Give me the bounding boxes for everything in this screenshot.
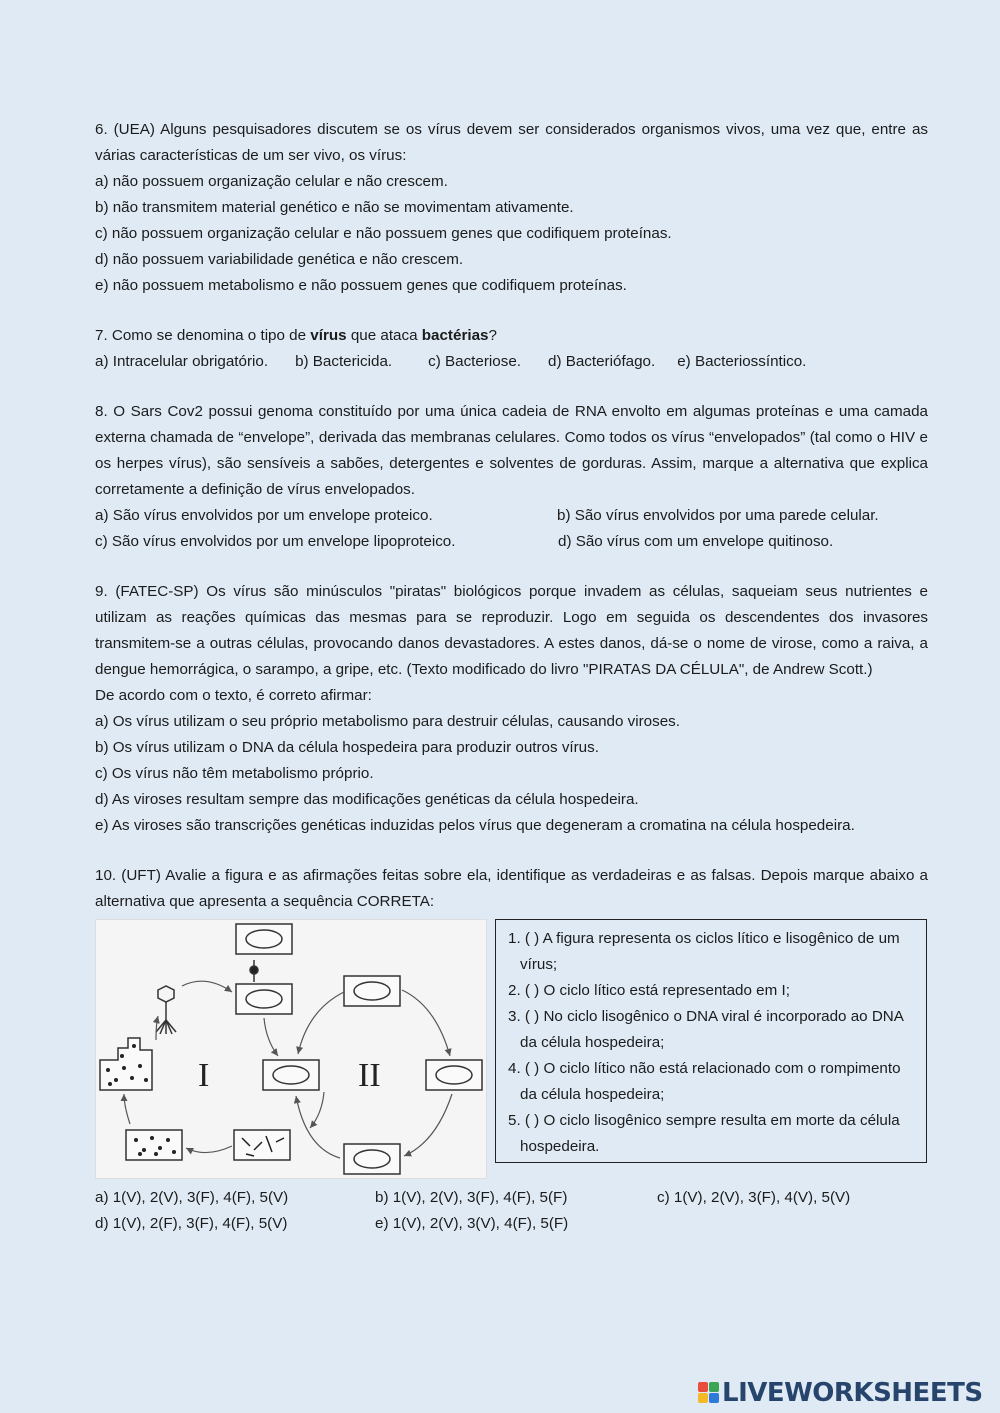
question-6-option-b[interactable]: b) não transmitem material genético e não se movimentam ativamente. xyxy=(95,199,574,216)
host-cell-top xyxy=(236,924,292,954)
question-7-stem-text: ? xyxy=(488,327,497,344)
question-7-option-d[interactable]: d) Bacteriófago. xyxy=(548,353,656,370)
question-7-stem-text: 7. Como se denomina o tipo de xyxy=(95,327,311,344)
question-7-option-e[interactable]: e) Bacteriossíntico. xyxy=(677,353,807,370)
question-10-options-row-1 xyxy=(95,1185,928,1211)
worksheet-page xyxy=(95,117,928,1237)
liveworksheets-mark-icon xyxy=(698,1380,720,1406)
statement-5[interactable]: 5. ( ) O ciclo lisogênico sempre resulta em morte da célula hospedeira. xyxy=(508,1112,900,1155)
question-9-option-c[interactable]: c) Os vírus não têm metabolismo próprio. xyxy=(95,765,374,782)
statements-box xyxy=(495,919,927,1163)
question-10-option-e[interactable]: e) 1(V), 2(V), 3(V), 4(F), 5(F) xyxy=(375,1215,569,1232)
question-9-option-b[interactable]: b) Os vírus utilizam o DNA da célula hospedeira para produzir outros vírus. xyxy=(95,739,599,756)
host-cell-replicating xyxy=(126,1130,182,1160)
question-10-stem: 10. (UFT) Avalie a figura e as afirmações feitas sobre ela, identifique as verdadeiras e as falsas. Depois marque abaixo a alternativa que apresenta a sequência CORRETA: xyxy=(95,867,928,910)
cycle-label-ii: II xyxy=(358,1057,381,1094)
question-7-option-c[interactable]: c) Bacteriose. xyxy=(428,353,521,370)
question-7-stem-keyword-virus: vírus xyxy=(310,327,347,344)
host-cell-lysogenic-bottom xyxy=(344,1144,400,1174)
viral-cycles-figure xyxy=(95,919,487,1179)
question-9-option-d[interactable]: d) As viroses resultam sempre das modificações genéticas da célula hospedeira. xyxy=(95,791,639,808)
host-cell-infected xyxy=(236,984,292,1014)
host-cell-lysing xyxy=(100,1038,152,1090)
question-8-option-a[interactable]: a) São vírus envolvidos por um envelope proteico. xyxy=(95,507,433,524)
host-cell-lysogenic-top xyxy=(344,976,400,1006)
question-8-option-b[interactable]: b) São vírus envolvidos por uma parede celular. xyxy=(557,507,879,524)
host-cell-lysogenic-right xyxy=(426,1060,482,1090)
question-10-options-row-2 xyxy=(95,1211,928,1237)
statement-2[interactable]: 2. ( ) O ciclo lítico está representado em I; xyxy=(508,982,790,999)
bacteriophage-icon xyxy=(156,986,176,1034)
statement-4[interactable]: 4. ( ) O ciclo lítico não está relacionado com o rompimento da célula hospedeira; xyxy=(508,1060,901,1103)
question-9-stem: 9. (FATEC-SP) Os vírus são minúsculos "piratas" biológicos porque invadem as células, saqueiam seus nutrientes e utilizam as reações químicas das mesmas para se reproduzir. Logo em seguida os descendentes dos invasores transmitem-se a outras células, provocando danos devastadores. A estes danos, dá-se o nome de virose, como a raiva, a dengue hemorrágica, o sarampo, a gripe, etc. (Texto modificado do livro "PIRATAS DA CÉLULA", de Andrew Scott.) xyxy=(95,583,928,678)
question-10-option-c[interactable]: c) 1(V), 2(V), 3(F), 4(V), 5(V) xyxy=(657,1189,851,1206)
question-8-options-row-2 xyxy=(95,529,928,555)
liveworksheets-wordmark: LIVEWORKSHEETS xyxy=(722,1378,983,1408)
question-7-stem-text: que ataca xyxy=(346,327,422,344)
cycle-label-i: I xyxy=(198,1057,210,1094)
question-8-option-d[interactable]: d) São vírus com um envelope quitinoso. xyxy=(558,533,834,550)
question-9-prompt: De acordo com o texto, é correto afirmar: xyxy=(95,687,372,704)
question-6 xyxy=(95,117,928,299)
question-7 xyxy=(95,323,928,375)
statement-1[interactable]: 1. ( ) A figura representa os ciclos lítico e lisogênico de um vírus; xyxy=(508,930,900,973)
question-10 xyxy=(95,863,928,1237)
question-8-stem: 8. O Sars Cov2 possui genoma constituído por uma única cadeia de RNA envolto em algumas proteínas e uma camada externa chamada de “envelope”, derivada das membranas celulares. Como todos os vírus “envelopados” (tal como o HIV e os herpes vírus), são sensíveis a sabões, detergentes e solventes de gorduras. Assim, marque a alternativa que explica corretamente a definição de vírus envelopados. xyxy=(95,403,928,498)
question-7-stem xyxy=(95,323,928,349)
question-10-option-d[interactable]: d) 1(V), 2(F), 3(F), 4(F), 5(V) xyxy=(95,1215,288,1232)
host-cell-dna-fragmented xyxy=(234,1130,290,1160)
question-10-figure-row xyxy=(95,919,928,1179)
question-10-option-b[interactable]: b) 1(V), 2(V), 3(F), 4(F), 5(F) xyxy=(375,1189,568,1206)
question-6-option-c[interactable]: c) não possuem organização celular e não possuem genes que codifiquem proteínas. xyxy=(95,225,672,242)
question-6-option-e[interactable]: e) não possuem metabolismo e não possuem genes que codifiquem proteínas. xyxy=(95,277,627,294)
question-6-option-d[interactable]: d) não possuem variabilidade genética e não crescem. xyxy=(95,251,464,268)
question-7-stem-keyword-bacteria: bactérias xyxy=(421,327,489,344)
question-6-option-a[interactable]: a) não possuem organização celular e não crescem. xyxy=(95,173,448,190)
host-cell-center xyxy=(263,1060,319,1090)
question-9-option-a[interactable]: a) Os vírus utilizam o seu próprio metabolismo para destruir células, causando viroses. xyxy=(95,713,680,730)
question-9-option-e[interactable]: e) As viroses são transcrições genéticas induzidas pelos vírus que degeneram a cromatina na célula hospedeira. xyxy=(95,817,855,834)
liveworksheets-logo xyxy=(698,1378,983,1408)
question-9 xyxy=(95,579,928,839)
question-8-options-row-1 xyxy=(95,503,928,529)
question-7-option-b[interactable]: b) Bactericida. xyxy=(295,353,393,370)
question-7-option-a[interactable]: a) Intracelular obrigatório. xyxy=(95,353,269,370)
viral-cycles-diagram xyxy=(96,920,486,1178)
question-8-option-c[interactable]: c) São vírus envolvidos por um envelope lipoproteico. xyxy=(95,533,456,550)
question-7-options xyxy=(95,349,928,375)
question-8 xyxy=(95,399,928,555)
question-10-option-a[interactable]: a) 1(V), 2(V), 3(F), 4(F), 5(V) xyxy=(95,1189,289,1206)
statement-3[interactable]: 3. ( ) No ciclo lisogênico o DNA viral é incorporado ao DNA da célula hospedeira; xyxy=(508,1008,904,1051)
question-6-stem: 6. (UEA) Alguns pesquisadores discutem se os vírus devem ser considerados organismos vivos, uma vez que, entre as várias características de um ser vivo, os vírus: xyxy=(95,121,928,164)
